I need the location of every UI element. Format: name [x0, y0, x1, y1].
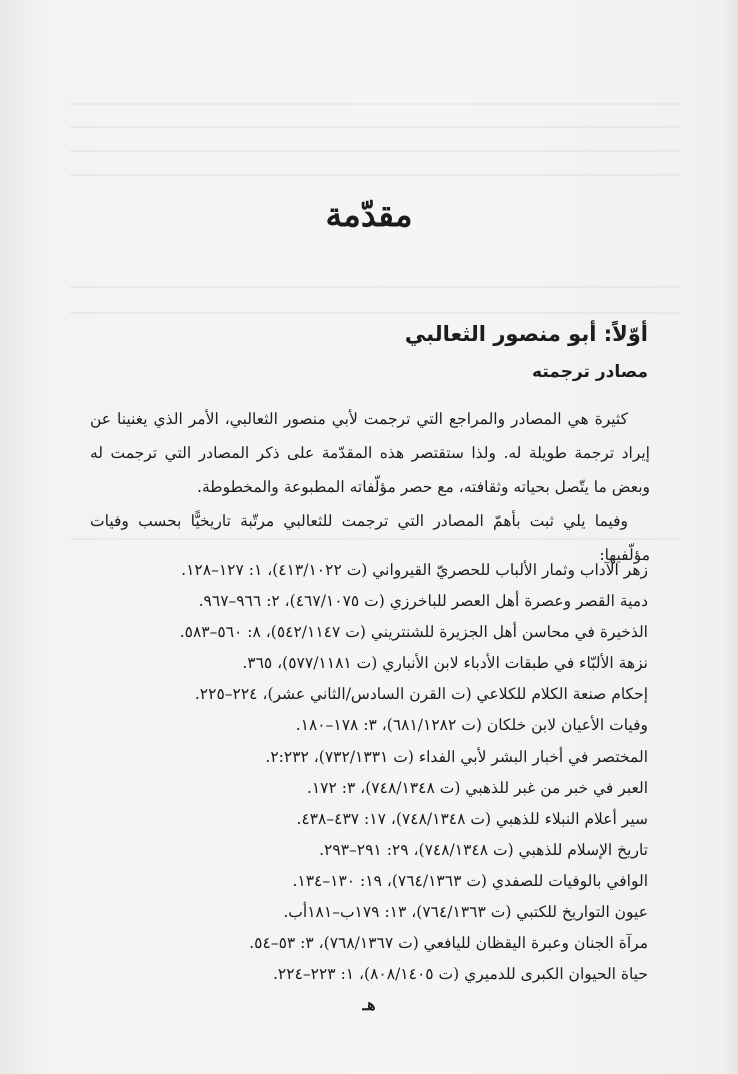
source-entry: حياة الحيوان الكبرى للدميري (ت ٨٠٨/١٤٠٥)، ١: ٢٢٣–٢٢٤. [272, 965, 648, 984]
show-through-line [70, 174, 680, 176]
show-through-line [70, 312, 680, 314]
source-entry: زهر الآداب وثمار الألباب للحصريّ القيرواني (ت ٤١٣/١٠٢٢)، ١: ١٢٧–١٢٨. [181, 561, 648, 579]
page-number: هـ [362, 995, 376, 1014]
intro-paragraph: كثيرة هي المصادر والمراجع التي ترجمت لأبي منصور الثعالبي، الأمر الذي يغنينا عن إيراد ترجمة طويلة له. ولذا ستقتصر هذه المقدّمة على ذكر المصادر التي ترجمت له وبعض ما يتّصل بحياته وثقافته، مع حصر مؤلّفاته المطبوعة والمخطوطة. [90, 410, 650, 496]
source-entry: عيون التواريخ للكتبي (ت ٧٦٤/١٣٦٣)، ١٣: ١٧٩ب–١٨١أب. [283, 903, 648, 922]
show-through-line [70, 150, 680, 152]
intro-text [90, 402, 650, 572]
source-entry: وفيات الأعيان لابن خلكان (ت ٦٨١/١٢٨٢)، ٣: ١٧٨–١٨٠. [295, 716, 648, 735]
section-heading: أوّلاً: أبو منصور الثعالبي [404, 322, 648, 346]
source-entry: دمية القصر وعصرة أهل العصر للباخرزي (ت ٤٦٧/١٠٧٥)، ٢: ٩٦٦–٩٦٧. [198, 592, 648, 611]
source-entry: العبر في خبر من غبر للذهبي (ت ٧٤٨/١٣٤٨)، ٣: ١٧٢. [306, 778, 648, 797]
page-edge-shadow [724, 0, 738, 1074]
page-title: مقدّمة [325, 195, 413, 234]
source-entry: الوافي بالوفيات للصفدي (ت ٧٦٤/١٣٦٣)، ١٩: ١٣٠–١٣٤. [292, 871, 648, 890]
show-through-line [70, 126, 680, 128]
section-subheading: مصادر ترجمته [532, 362, 648, 382]
show-through-line [70, 286, 680, 288]
source-entry: المختصر في أخبار البشر لأبي الفداء (ت ٧٣٢/١٣٣١)، ٢:٢٣٢. [265, 747, 648, 766]
source-entry: تاريخ الإسلام للذهبي (ت ٧٤٨/١٣٤٨)، ٢٩: ٢٩١–٢٩٣. [319, 840, 648, 859]
show-through-line [70, 103, 680, 105]
source-entry: سير أعلام النبلاء للذهبي (ت ٧٤٨/١٣٤٨)، ١٧: ٤٣٧–٤٣٨. [296, 809, 648, 828]
intro-paragraph: وفيما يلي ثبت بأهمّ المصادر التي ترجمت للثعالبي مرتّبة تاريخيًّا بحسب وفيات مؤلّفيها: [90, 512, 650, 564]
source-entry: الذخيرة في محاسن أهل الجزيرة للشنتريني (ت ٥٤٢/١١٤٧)، ٨: ٥٦٠–٥٨٣. [179, 623, 648, 642]
source-entry: نزهة الألبّاء في طبقات الأدباء لابن الأنباري (ت ٥٧٧/١١٨١)، ٣٦٥. [242, 654, 648, 673]
sources-list [88, 555, 648, 990]
source-entry: إحكام صنعة الكلام للكلاعي (ت القرن السادس/الثاني عشر)، ٢٢٤–٢٢٥. [194, 685, 648, 704]
source-entry: مرآة الجنان وعبرة اليقظان لليافعي (ت ٧٦٨/١٣٦٧)، ٣: ٥٣–٥٤. [249, 934, 648, 953]
